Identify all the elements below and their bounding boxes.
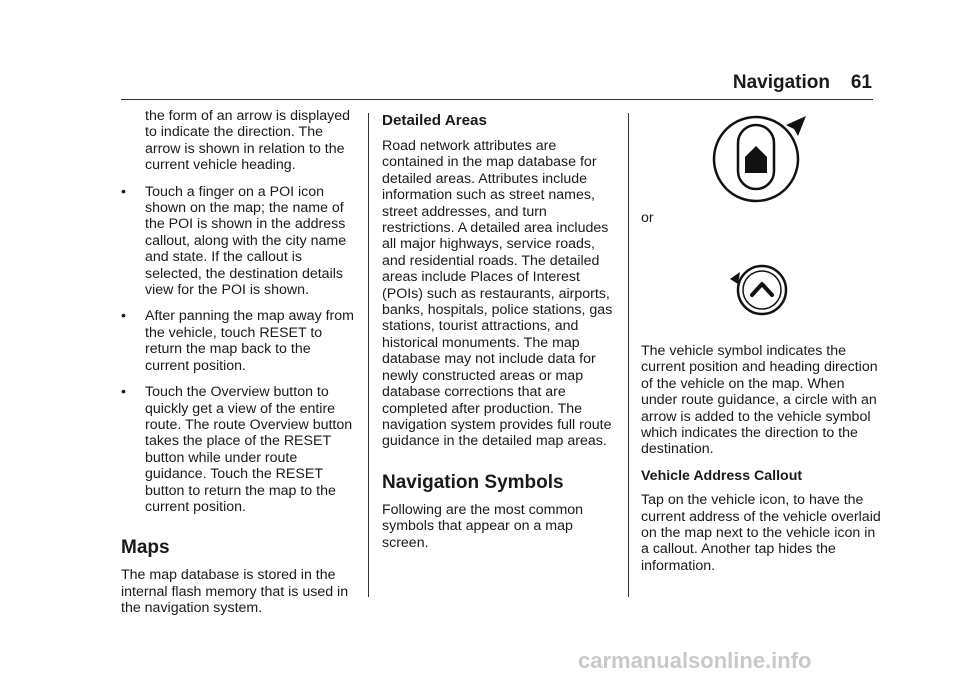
vehicle-address-callout-paragraph: Tap on the vehicle icon, to have the current address of the vehicle overlaid on the map next to the vehicle icon in a callout. Another tap hides the information. xyxy=(641,492,881,574)
list-item xyxy=(121,184,357,299)
navigation-symbols-paragraph: Following are the most common symbols that appear on a map screen. xyxy=(382,501,584,551)
bullet-text: After panning the map away from the vehicle, touch RESET to return the map back to the current position. xyxy=(145,308,354,374)
vehicle-heading-circle-icon xyxy=(710,113,810,205)
detailed-areas-paragraph: Road network attributes are contained in the map database for detailed areas. Attributes include information such as street names, street addresses, and turn restrictions. A detailed area includes all major highways, service roads, and residential roads. The detailed areas include Places of Interest (POIs) such as restaurants, airports, banks, hospitals, police stations, gas stations, tourist attractions, and historical monuments. The map database may not include data for newly constructed areas or map database corrections that are completed after production. The navigation system provides full route guidance in the detailed map areas. xyxy=(382,138,613,450)
column-1 xyxy=(121,108,357,617)
vehicle-address-callout-heading: Vehicle Address Callout xyxy=(641,467,803,484)
detailed-areas-heading: Detailed Areas xyxy=(382,112,487,129)
vehicle-symbol-paragraph: The vehicle symbol indicates the current position and heading direction of the vehicle on the map. When under route guidance, a circle with an arrow is added to the vehicle symbol which indicates the direction to the destination. xyxy=(641,343,878,458)
header-divider xyxy=(121,99,873,100)
section-title: Navigation xyxy=(732,72,830,93)
navigation-symbols-heading: Navigation Symbols xyxy=(382,471,564,493)
vehicle-arrow-icon xyxy=(728,262,790,318)
bullet-mark: • xyxy=(121,384,126,401)
column-2 xyxy=(382,108,618,551)
maps-heading: Maps xyxy=(121,537,170,559)
list-item xyxy=(121,384,357,515)
column-3-or xyxy=(641,210,881,226)
continued-paragraph: the form of an arrow is displayed to indicate the direction. The arrow is shown in relation to the current vehicle heading. xyxy=(145,108,351,174)
list-item xyxy=(121,308,357,374)
column-divider xyxy=(368,113,369,597)
bullet-text: Touch the Overview button to quickly get a view of the entire route. The route Overview button takes the place of the RESET button while under route guidance. Touch the RESET button to return the map to the current position. xyxy=(145,384,353,515)
maps-paragraph: The map database is stored in the internal flash memory that is used in the navigation system. xyxy=(121,567,349,617)
column-divider xyxy=(628,113,629,597)
column-3 xyxy=(641,343,881,574)
or-text: or xyxy=(641,210,654,226)
bullet-mark: • xyxy=(121,308,126,325)
page-number: 61 xyxy=(850,72,872,93)
bullet-mark: • xyxy=(121,183,126,200)
watermark: carmanualsonline.info xyxy=(578,648,812,673)
bullet-text: Touch a finger on a POI icon shown on the map; the name of the POI is shown in the address callout, along with the city name and state. If the callout is selected, the destination details view for the POI is shown. xyxy=(145,183,347,299)
